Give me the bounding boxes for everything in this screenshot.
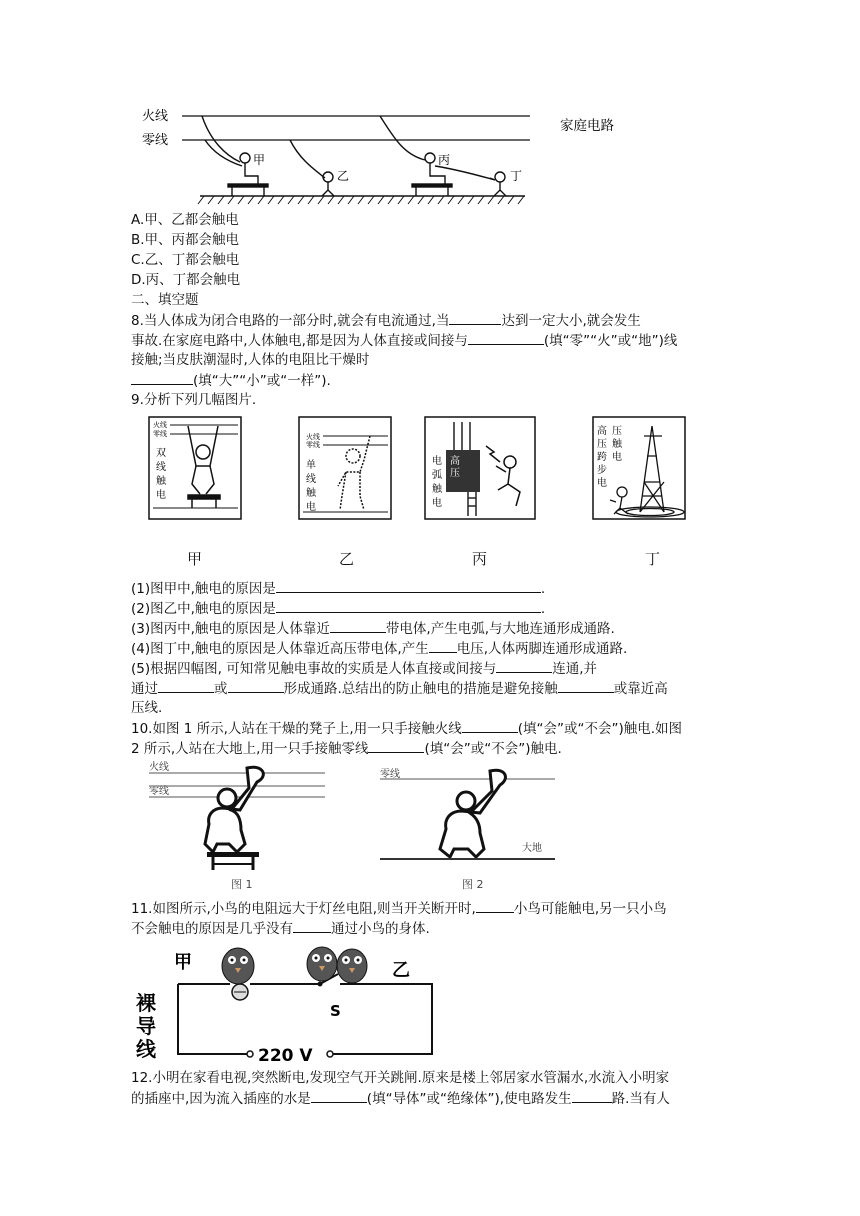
q11-text-2b: 通过小鸟的身体.: [331, 921, 430, 937]
q9-s3: [131, 618, 615, 639]
q9-s1-period: .: [540, 581, 546, 597]
q9-blank-2: [276, 598, 541, 613]
label-jia: 甲: [253, 153, 266, 167]
household-circuit-figure: [130, 100, 650, 210]
q8-text-2a: 事故.在家庭电路中,人体触电,都是因为人体直接或间接与: [131, 333, 468, 349]
voltage-label: 220 V: [258, 1046, 313, 1065]
q10-blank-1: [462, 718, 518, 733]
q12-line-2: [131, 1088, 670, 1109]
q9-s5-text-d: 或: [214, 681, 228, 697]
q12-text-2a: 的插座中,因为流入插座的水是: [131, 1091, 311, 1107]
q8-blank-1: [449, 310, 501, 325]
q9-s5-line-3: 压线.: [131, 700, 163, 716]
q8-line-2: [131, 330, 677, 351]
q11-text-1a: 11.如图所示,小鸟的电阻远大于灯丝电阻,则当开关断开时,: [131, 901, 476, 917]
option-c: C.乙、丁都会触电: [131, 252, 240, 268]
fig1-caption: 图 1: [231, 878, 253, 890]
person-ding: [490, 172, 506, 196]
fig2-caption: 图 2: [462, 878, 484, 890]
q8-blank-2: [468, 330, 544, 345]
panel-ding-char-2: 压: [597, 439, 607, 450]
label-bing: 丙: [438, 153, 451, 167]
panel-jia-char-1: 双: [156, 448, 166, 459]
panel-bing-char-3: 电: [432, 456, 442, 467]
q9-s3-text-a: (3)图丙中,触电的原因是人体靠近: [131, 621, 330, 637]
caption-ding: 丁: [645, 550, 661, 568]
q10-line-1: [131, 718, 682, 739]
panel-bing-char-1: 高: [450, 456, 460, 467]
panel-jia-char-4: 电: [156, 490, 166, 501]
q9-blank-7: [228, 678, 284, 693]
side-label-char-3: 线: [136, 1037, 156, 1061]
fig1-neutral-label: 零线: [149, 786, 169, 797]
panel-bing-char-4: 弧: [432, 470, 442, 481]
q9-blank-4: [429, 638, 457, 653]
q12-blank-2: [572, 1088, 612, 1103]
q9-blank-1: [276, 578, 541, 593]
q9-s5-text-f: 或靠近高: [613, 681, 668, 697]
q9-blank-5: [496, 658, 552, 673]
fig2-neutral-label: 零线: [380, 769, 400, 780]
panel-jia-char-2: 线: [156, 462, 166, 473]
q9-blank-6: [158, 678, 214, 693]
panel-ding-char-4: 步: [597, 465, 607, 476]
q9-intro: 9.分析下列几幅图片.: [131, 392, 257, 408]
label-yi: 乙: [337, 169, 350, 183]
q8-text-2b: (填“零”“火”或“地”)线: [543, 333, 678, 349]
hot-wire-label: 火线: [142, 109, 169, 124]
panel-yi-char-3: 触: [306, 488, 316, 499]
q9-s5-text-b: 连通,并: [552, 661, 598, 677]
q12-line-1: 12.小明在家看电视,突然断电,发现空气开关跳闸.原来是楼上邻居家水管漏水,水流入小明家: [131, 1070, 670, 1086]
q10-blank-2: [368, 738, 424, 753]
q10-text-2b: (填“会”或“不会”)触电.: [424, 741, 562, 757]
q9-s5-text-e: 形成通路.总结出的防止触电的措施是避免接触: [283, 681, 558, 697]
panel-bing: [424, 416, 536, 520]
label-ding: 丁: [510, 169, 523, 183]
q11-line-2: [131, 918, 430, 939]
panel-ding: [592, 416, 686, 520]
q9-blank-8: [558, 678, 614, 693]
q9-s3-text-b: 带电体,产生电弧,与大地连通形成通路.: [385, 621, 615, 637]
q9-s1-text: (1)图甲中,触电的原因是: [131, 581, 276, 597]
q9-s2-period: .: [540, 601, 546, 617]
panel-ding-char-5: 电: [597, 478, 607, 489]
q9-blank-3: [330, 618, 386, 633]
panel-yi-neutral-label: 零线: [306, 441, 320, 449]
q10-text-1b: (填“会”或“不会”)触电.如图: [517, 721, 683, 737]
q12-text-2c: 路.当有人: [611, 1091, 670, 1107]
lamp-icon: [232, 984, 248, 1000]
q9-s5-line-2: [131, 678, 668, 699]
q11-line-1: [131, 898, 667, 919]
q9-s5-text-a: (5)根据四幅图, 可知常见触电事故的实质是人体直接或间接与: [131, 661, 497, 677]
person-yi: [290, 140, 334, 196]
q10-line-2: [131, 738, 562, 759]
q8-text-1b: 达到一定大小,就会发生: [501, 313, 641, 329]
side-label-char-2: 导: [136, 1014, 156, 1038]
panel-jia-neutral-label: 零线: [153, 430, 167, 438]
panel-yi-char-1: 单: [306, 460, 316, 471]
q10-figure-2: [370, 765, 560, 890]
q11-text-1b: 小鸟可能触电,另一只小鸟: [513, 901, 667, 917]
panel-bing-char-6: 电: [432, 498, 442, 509]
q11-blank-1: [476, 898, 514, 913]
section-title: 二、填空题: [131, 292, 199, 308]
q9-s4-text-b: 电压,人体两脚连通形成通路.: [456, 641, 628, 657]
caption-yi: 乙: [339, 550, 355, 568]
bird-jia-label: 甲: [174, 952, 192, 973]
q9-s2: [131, 598, 545, 619]
q11-blank-2: [293, 918, 331, 933]
q8-blank-3: [131, 370, 193, 385]
panel-ding-char-1: 高: [597, 426, 607, 437]
q12-blank-1: [311, 1088, 367, 1103]
switch-label: S: [330, 1002, 341, 1020]
panel-yi-hot-label: 火线: [306, 433, 320, 441]
q8-line-4: [131, 370, 331, 391]
bird-yi-icon-1: [307, 947, 337, 981]
caption-jia: 甲: [187, 550, 203, 568]
q12-text-2b: (填“导体”或“绝缘体”),使电路发生: [366, 1091, 572, 1107]
q9-s5-text-c: 通过: [131, 681, 158, 697]
bird-circuit-figure: [130, 940, 440, 1065]
panel-yi-char-4: 电: [306, 502, 316, 513]
bird-jia-icon: [222, 948, 254, 984]
circuit-label: 家庭电路: [560, 118, 614, 134]
q9-s2-text: (2)图乙中,触电的原因是: [131, 601, 276, 617]
q8-line-3: 接触;当皮肤潮湿时,人体的电阻比干燥时: [131, 352, 370, 368]
q9-s4-text-a: (4)图丁中,触电的原因是人体靠近高压带电体,产生: [131, 641, 429, 657]
panel-yi: [298, 416, 392, 520]
panel-jia: [148, 416, 242, 520]
q9-s4: [131, 638, 627, 659]
panel-ding-char-7: 触: [612, 439, 622, 450]
bird-yi-label: 乙: [392, 960, 410, 981]
caption-bing: 丙: [472, 550, 488, 568]
q8-text-1a: 8.当人体成为闭合电路的一部分时,就会有电流通过,当: [131, 313, 450, 329]
panel-bing-char-5: 触: [432, 484, 442, 495]
fig1-hot-label: 火线: [149, 762, 169, 773]
side-label-char-1: 裸: [136, 991, 156, 1015]
panel-bing-char-2: 压: [450, 468, 460, 479]
q8-line-1: [131, 310, 641, 331]
neutral-wire-label: 零线: [142, 133, 169, 148]
fig2-ground-label: 大地: [522, 843, 542, 854]
q8-text-4: (填“大”“小”或“一样”).: [193, 373, 331, 389]
panel-ding-char-6: 压: [612, 426, 622, 437]
q10-text-1a: 10.如图 1 所示,人站在干燥的凳子上,用一只手接触火线: [131, 721, 462, 737]
q9-s5-line-1: [131, 658, 597, 679]
panel-ding-char-8: 电: [612, 452, 622, 463]
q10-figure-1: [145, 760, 330, 890]
option-a: A.甲、乙都会触电: [131, 212, 239, 228]
q9-s1: [131, 578, 545, 599]
option-d: D.丙、丁都会触电: [131, 272, 241, 288]
panel-jia-char-3: 触: [156, 476, 166, 487]
panel-jia-hot-label: 火线: [153, 421, 167, 429]
option-b: B.甲、丙都会触电: [131, 232, 240, 248]
panel-ding-char-3: 跨: [597, 452, 607, 463]
bird-yi-icon-2: [337, 949, 367, 983]
q11-text-2a: 不会触电的原因是几乎没有: [131, 921, 293, 937]
q10-text-2a: 2 所示,人站在大地上,用一只手接触零线: [131, 741, 369, 757]
panel-yi-char-2: 线: [306, 474, 316, 485]
